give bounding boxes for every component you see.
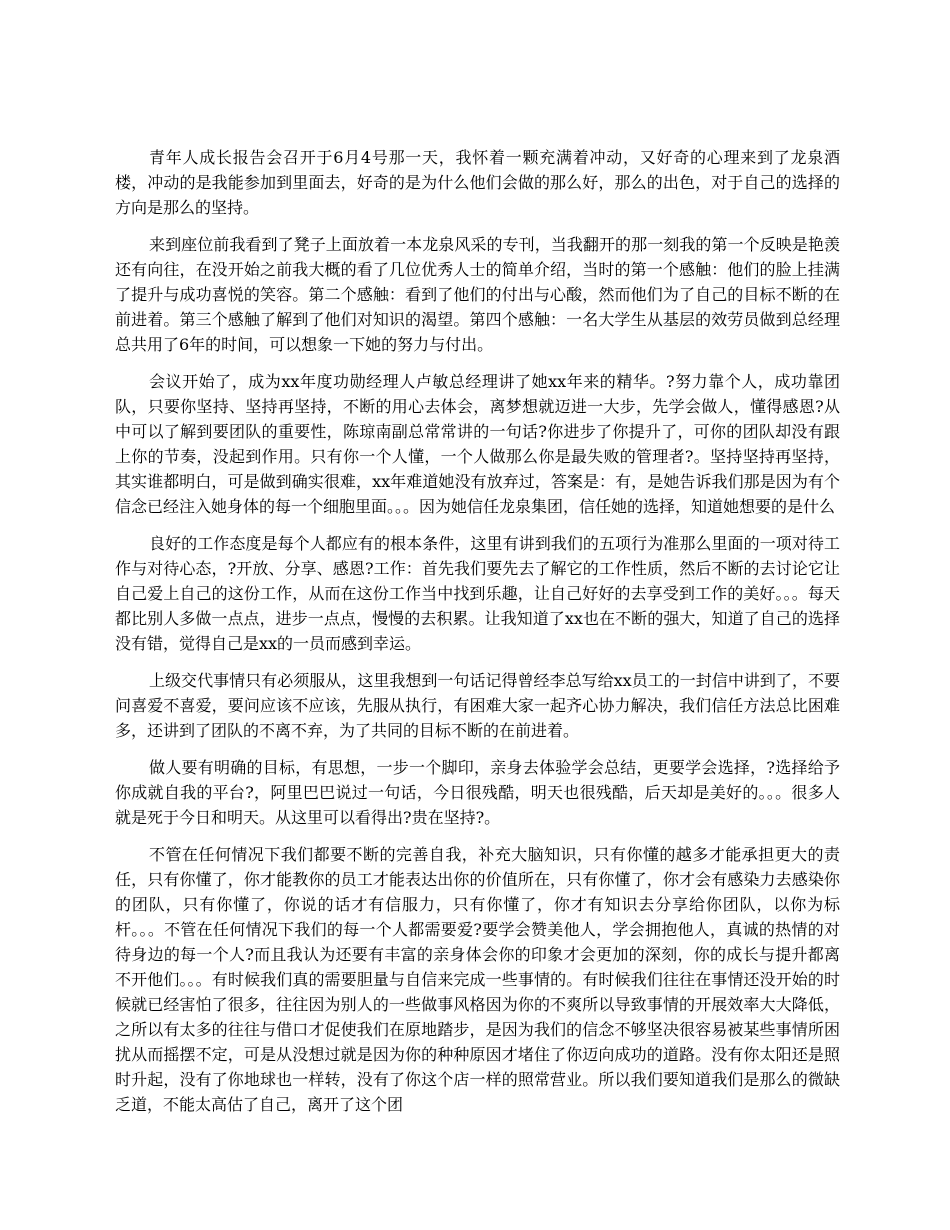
paragraph-3: 会议开始了，成为xx年度功勋经理人卢敏总经理讲了她xx年来的精华。?努力靠个人，成功靠团队，只要你坚持、坚持再坚持，不断的用心去体会，离梦想就迈进一大步，先学会做人，懂得感恩?从中可以了解到要团队的重要性，陈琼南副总常常讲的一句话?你进步了你提升了，可你的团队却没有跟上你的节奏，没起到作用。只有你一个人懂，一个人做那么你是最失败的管理者?。坚持坚持再坚持，其实谁都明白，可是做到确实很难，xx年难道她没有放弃过，答案是：有，是她告诉我们那是因为有个信念已经注入她身体的每一个细胞里面。。。因为她信任龙泉集团，信任她的选择，知道她想要的是什么: [115, 372, 840, 516]
paragraph-1: 青年人成长报告会召开于6月4号那一天，我怀着一颗充满着冲动，又好奇的心理来到了龙泉酒楼，冲动的是我能参加到里面去，好奇的是为什么他们会做的那么好，那么的出色，对于自己的选择的方向是那么的坚持。: [115, 148, 840, 217]
paragraph-5: 上级交代事情只有必须服从，这里我想到一句话记得曾经李总写给xx员工的一封信中讲到了，不要问喜爱不喜爱，要问应该不应该，先服从执行，有困难大家一起齐心协力解决，我们信任方法总比困难多，还讲到了团队的不离不弃，为了共同的目标不断的在前进着。: [115, 671, 840, 740]
paragraph-2: 来到座位前我看到了凳子上面放着一本龙泉风采的专刊，当我翻开的那一刻我的第一个反映是艳羡还有向往，在没开始之前我大概的看了几位优秀人士的简单介绍，当时的第一个感触：他们的脸上挂满了提升与成功喜悦的笑容。第二个感触：看到了他们的付出与心酸，然而他们为了自己的目标不断的在前进着。第三个感触了解到了他们对知识的渴望。第四个感触：一名大学生从基层的效劳员做到总经理总共用了6年的时间，可以想象一下她的努力与付出。: [115, 235, 840, 354]
paragraph-6: 做人要有明确的目标，有思想，一步一个脚印，亲身去体验学会总结，更要学会选择，?选择给予你成就自我的平台?，阿里巴巴说过一句话，今日很残酷，明天也很残酷，后天却是美好的。。。很多人就是死于今日和明天。从这里可以看得出?贵在坚持?。: [115, 758, 840, 827]
paragraph-7: 不管在任何情况下我们都要不断的完善自我，补充大脑知识，只有你懂的越多才能承担更大的责任，只有你懂了，你才能教你的员工才能表达出你的价值所在，只有你懂了，你才会有感染力去感染你的团队，只有你懂了，你说的话才有信服力，只有你懂了，你才有知识去分享给你团队，以你为标杆。。。不管在任何情况下我们的每一个人都需要爱?要学会赞美他人，学会拥抱他人，真诚的热情的对待身边的每一个人?而且我认为还要有丰富的亲身体会你的印象才会更加的深刻，你的成长与提升都离不开他们。。。有时候我们真的需要胆量与自信来完成一些事情的。有时候我们往往在事情还没开始的时候就已经害怕了很多，往往因为别人的一些做事风格因为你的不爽所以导致事情的开展效率大大降低，之所以有太多的往往与借口才促使我们在原地踏步，是因为我们的信念不够坚决很容易被某些事情所困扰从而摇摆不定，可是从没想过就是因为你的种种原因才堵住了你迈向成功的道路。没有你太阳还是照时升起，没有了你地球也一样转，没有了你这个店一样的照常营业。所以我们要知道我们是那么的微缺乏道，不能太高估了自己，离开了这个团: [115, 845, 840, 1114]
document-body: [115, 145, 840, 1129]
paragraph-4: 良好的工作态度是每个人都应有的根本条件，这里有讲到我们的五项行为准那么里面的一项对待工作与对待心态，?开放、分享、感恩?工作：首先我们要先去了解它的工作性质，然后不断的去讨论它让自己爱上自己的这份工作，从而在这份工作当中找到乐趣，让自己好好的去享受到工作的美好。。。每天都比别人多做一点点，进步一点点，慢慢的去积累。让我知道了xx也在不断的强大，知道了自己的选择没有错，觉得自己是xx的一员而感到幸运。: [115, 534, 840, 653]
